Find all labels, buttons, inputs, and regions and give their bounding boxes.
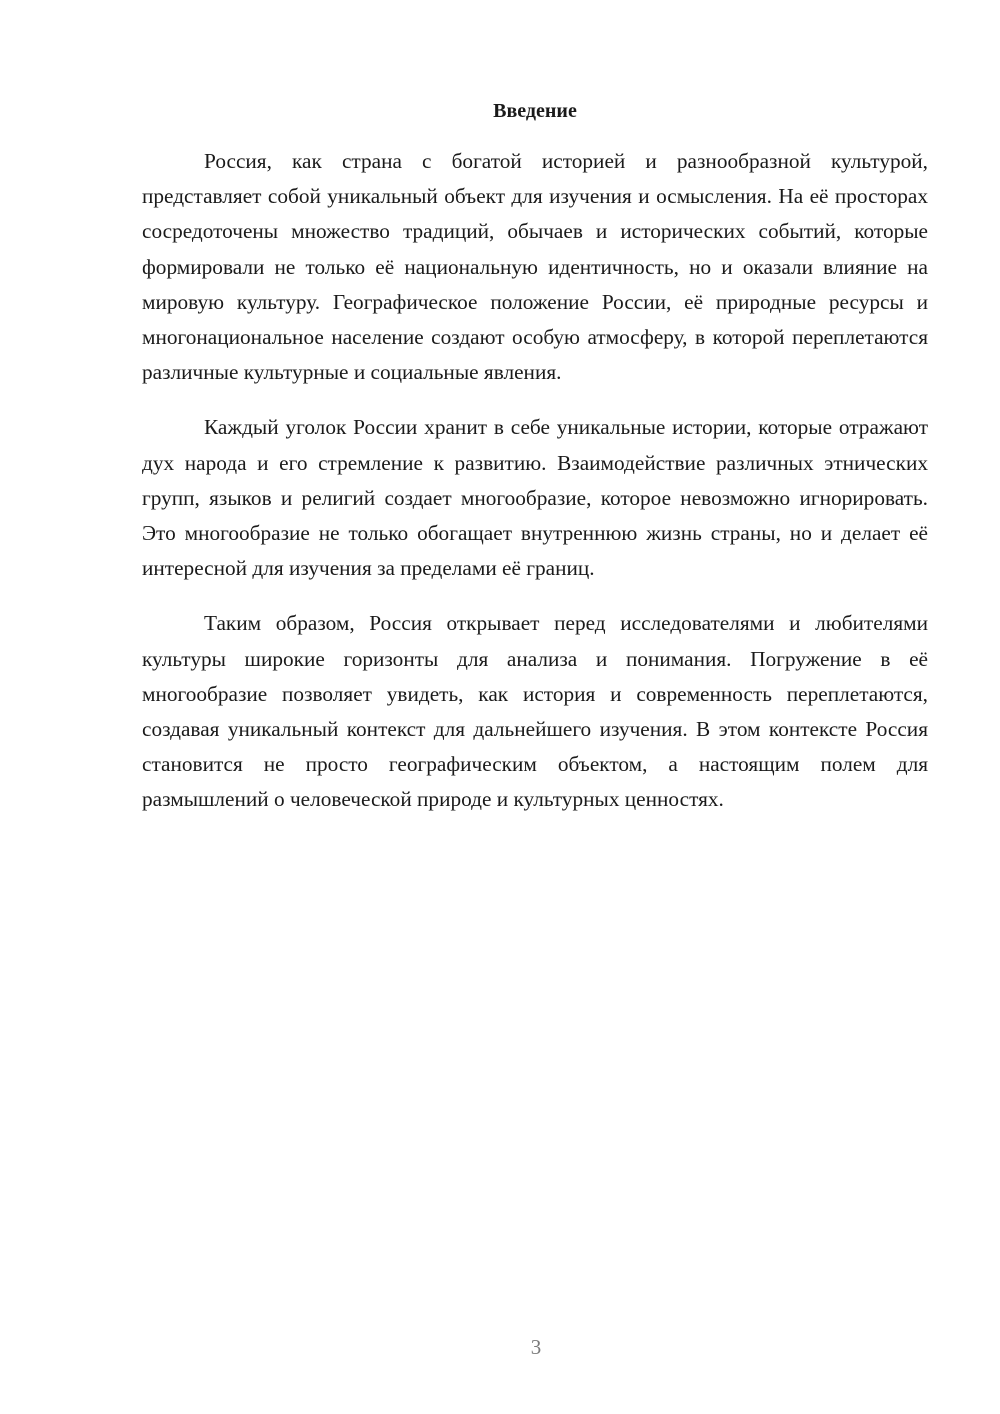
body-text [142, 144, 928, 838]
paragraph-2: Каждый уголок России хранит в себе уникальные истории, которые отражают дух народа и его стремление к развитию. Взаимодействие различных этнических групп, языков и религий создает многообразие, которое невозможно игнорировать. Это многообразие не только обогащает внутреннюю жизнь страны, но и делает её интересной для изучения за пределами её границ. [142, 415, 928, 581]
paragraph-3: Таким образом, Россия открывает перед исследователями и любителями культуры широкие горизонты для анализа и понимания. Погружение в её многообразие позволяет увидеть, как история и современность переплетаются, создавая уникальный контекст для дальнейшего изучения. В этом контексте Россия становится не просто географическим объектом, а настоящим полем для размышлений о человеческой природе и культурных ценностях. [142, 611, 928, 812]
paragraph-1: Россия, как страна с богатой историей и разнообразной культурой, представляет собой уникальный объект для изучения и осмысления. На её просторах сосредоточены множество традиций, обычаев и исторических событий, которые формировали не только её национальную идентичность, но и оказали влияние на мировую культуру. Географическое положение России, её природные ресурсы и многонациональное население создают особую атмосферу, в которой переплетаются различные культурные и социальные явления. [142, 149, 928, 385]
page-number: 3 [530, 1335, 542, 1359]
section-title: Введение [493, 100, 577, 122]
